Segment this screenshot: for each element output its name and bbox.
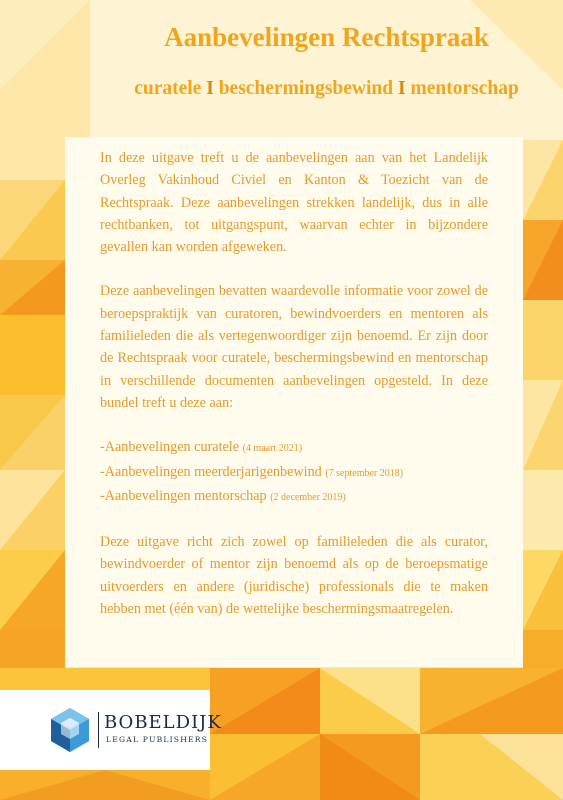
- hexagon-cube-icon: [48, 706, 92, 754]
- intro-paragraph-2: Deze aanbevelingen bevatten waardevolle informatie voor zowel de beroepspraktijk van curatoren, bewindvoerders en mentoren als familieleden die als vertegenwoordiger zijn benoemd. Er zijn door de Rechtspraak voor curatele, beschermingsbewind en mentorschap in verschillende documenten aanbevelingen opgesteld. In deze bundel treft u deze aan:: [100, 283, 488, 411]
- list-item: [100, 485, 488, 509]
- list-item-label: -Aanbevelingen curatele: [100, 439, 240, 456]
- list-item-date: (2 december 2019): [270, 491, 346, 503]
- intro-panel: [65, 137, 523, 667]
- list-item-date: (4 maart 2021): [242, 443, 303, 455]
- brand-subtitle: LEGAL PUBLISHERS: [106, 735, 209, 744]
- logo-divider: [98, 712, 99, 748]
- subtitle-separator: I: [398, 78, 406, 99]
- subtitle-mentorschap: mentorschap: [410, 78, 519, 99]
- page-subtitle: [90, 78, 563, 100]
- list-item: [100, 461, 488, 485]
- list-item-label: -Aanbevelingen mentorschap: [100, 487, 267, 504]
- brand-name: BOBELDIJK: [104, 712, 222, 733]
- subtitle-beschermingsbewind: beschermingsbewind: [218, 78, 394, 99]
- publisher-logo: [0, 690, 222, 770]
- list-item: [100, 436, 488, 460]
- subtitle-separator: I: [206, 78, 214, 99]
- intro-paragraph-3: Deze uitgave richt zich zowel op familieleden die als curator, bewindvoerder of mentor zijn benoemd als op de beroepsmatige uitvoerders en andere (juridische) professionals die te maken hebben met (één van) de wettelijke beschermingsmaatregelen.: [100, 534, 488, 618]
- intro-paragraph-1: In deze uitgave treft u de aanbevelingen aan van het Landelijk Overleg Vakinhoud Civiel en Kanton & Toezicht van de Rechtspraak. Deze aanbevelingen strekken landelijk, dus in alle rechtbanken, tot uitgangspunt, waarvan echter in bijzondere gevallen kan worden afgeweken.: [100, 150, 488, 256]
- list-item-date: (7 september 2018): [325, 467, 404, 479]
- list-item-label: -Aanbevelingen meerderjarigenbewind: [100, 463, 322, 480]
- page-title: Aanbevelingen Rechtspraak: [164, 22, 489, 52]
- subtitle-curatele: curatele: [134, 78, 202, 99]
